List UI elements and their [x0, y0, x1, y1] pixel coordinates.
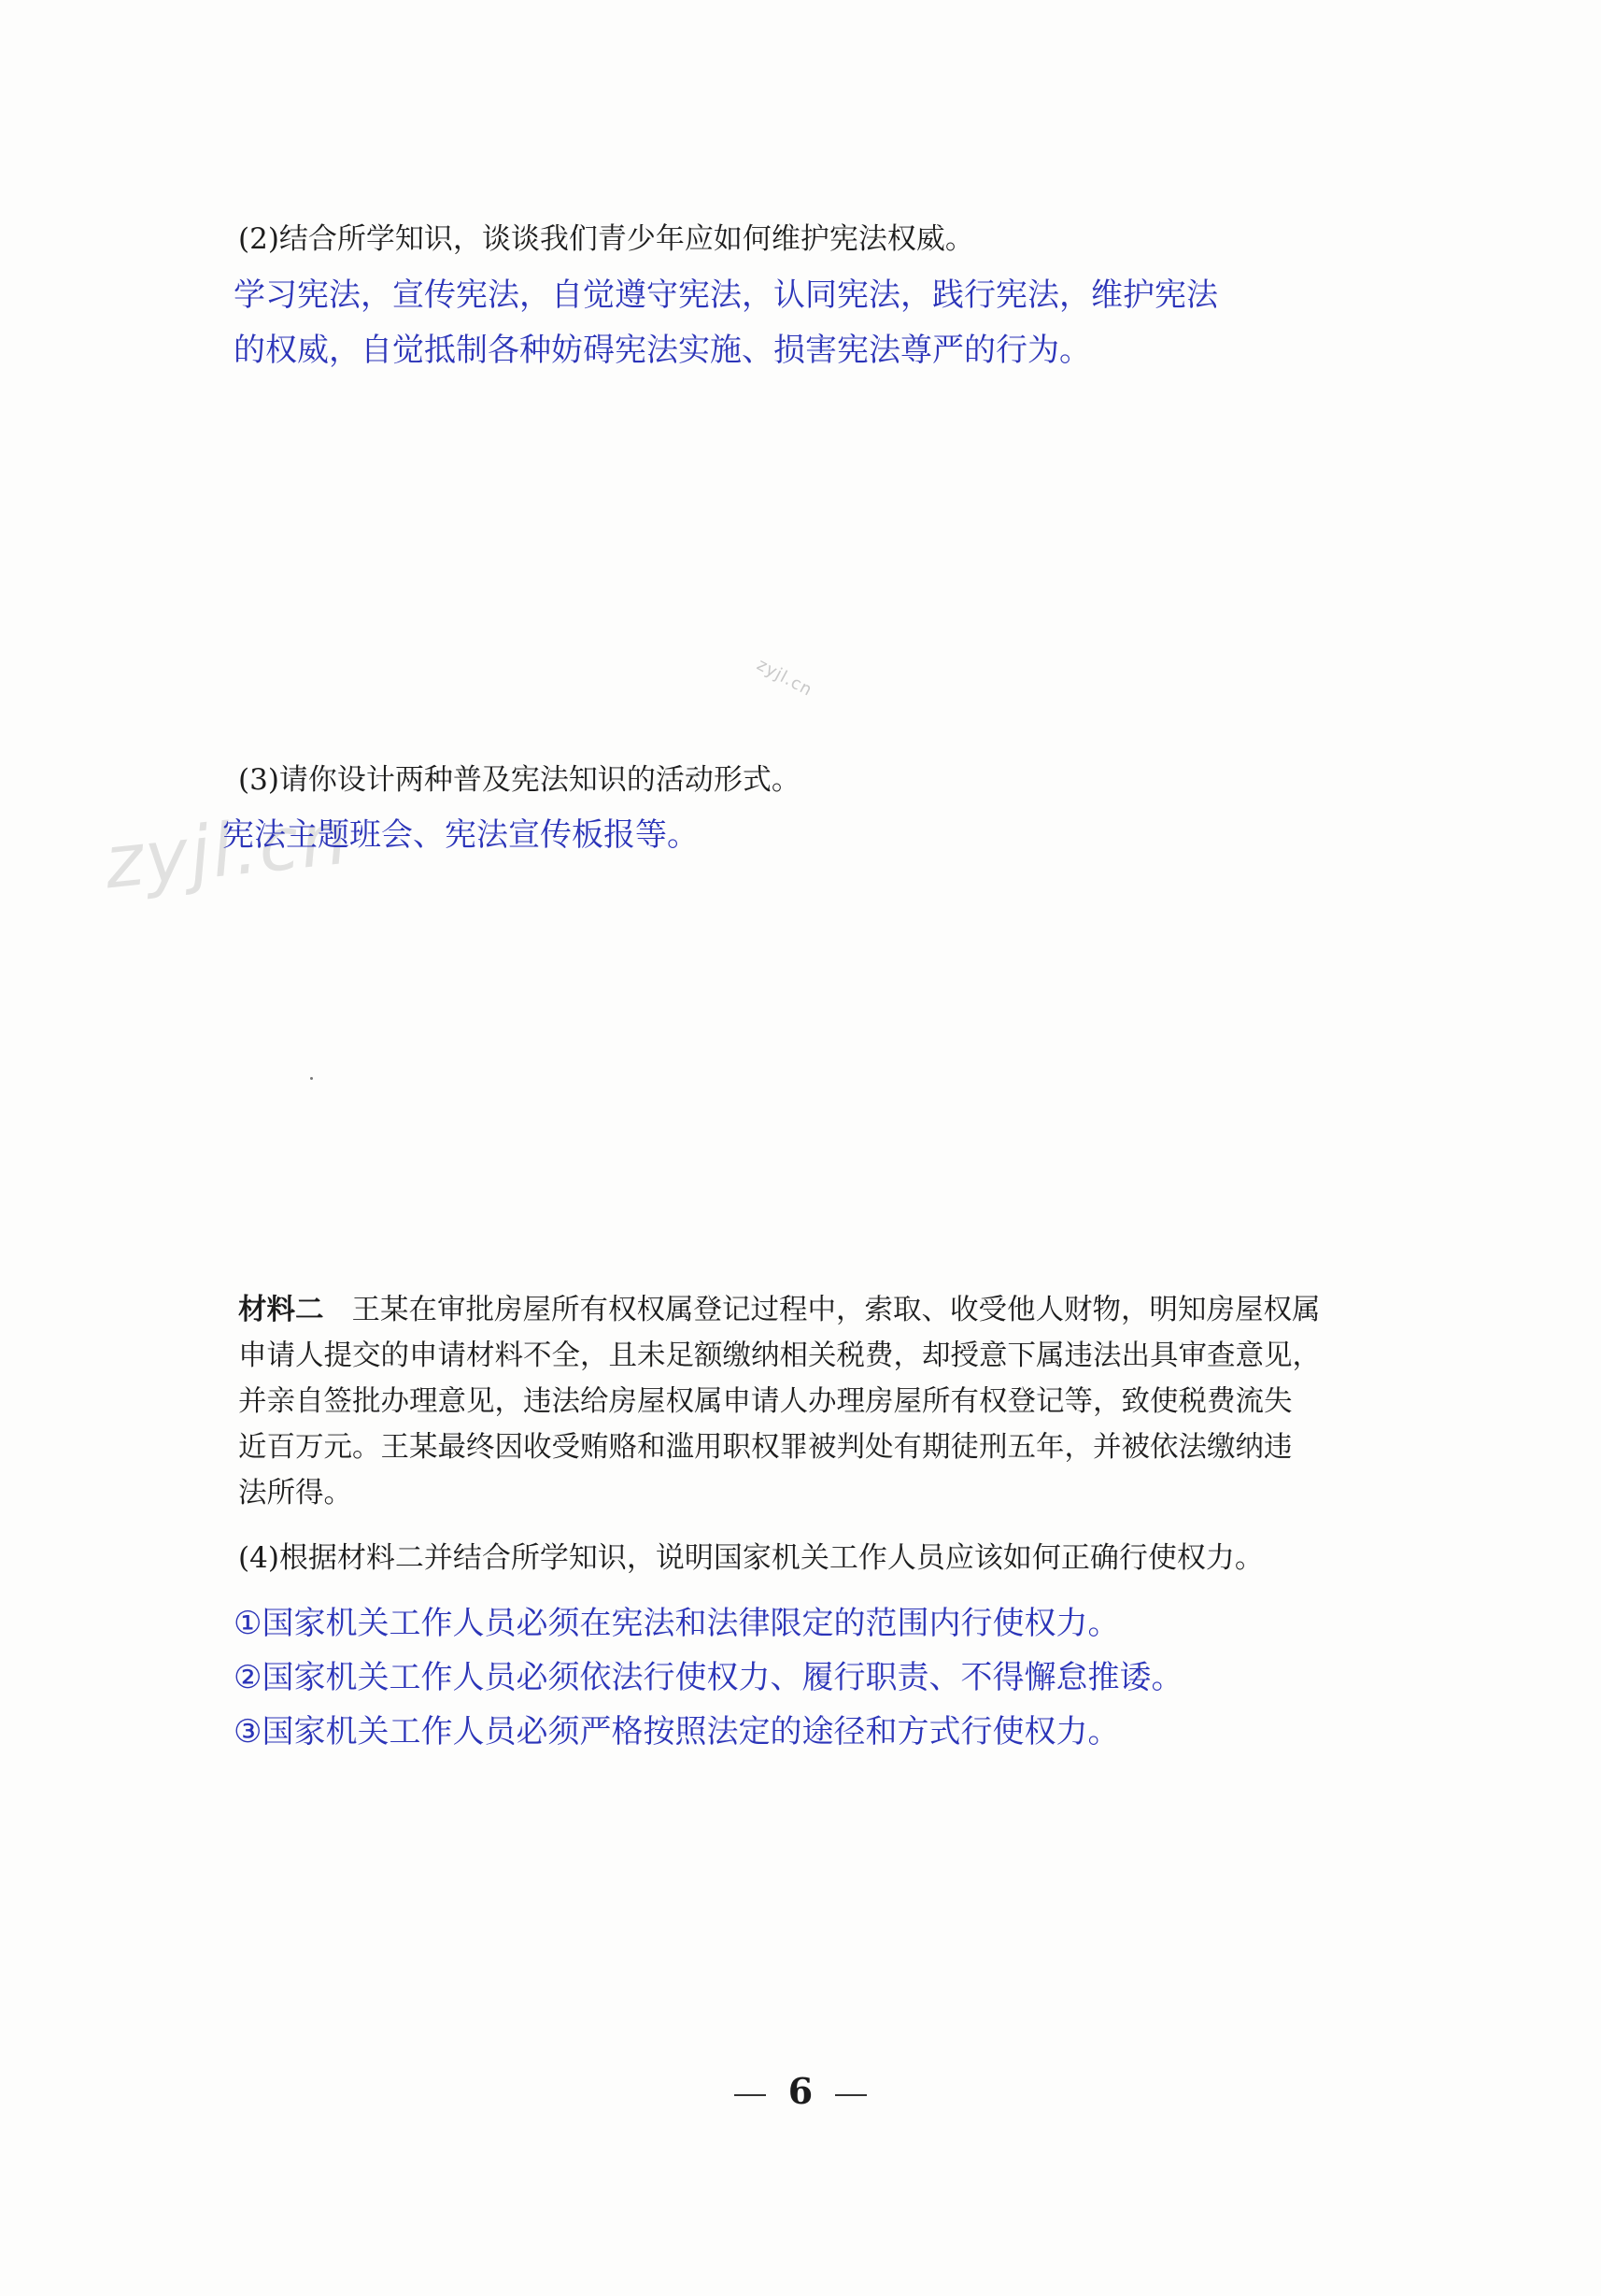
dash-right — [835, 2094, 867, 2096]
question-3-answer: 宪法主题班会、宪法宣传板报等。 — [222, 816, 699, 854]
material-2-line-1: 材料二 王某在审批房屋所有权权属登记过程中，索取、收受他人财物，明知房屋权属 — [238, 1294, 1321, 1326]
watermark-small: zyjl.cn — [753, 655, 816, 701]
question-4-answer-line-2: ②国家机关工作人员必须依法行使权力、履行职责、不得懈怠推诿。 — [234, 1659, 1183, 1696]
question-3-prompt: (3)请你设计两种普及宪法知识的活动形式。 — [238, 763, 800, 797]
material-2-label: 材料二 — [238, 1294, 324, 1326]
material-2-line-2: 申请人提交的申请材料不全，且未足额缴纳相关税费，却授意下属违法出具审查意见， — [238, 1339, 1321, 1372]
page-number — [0, 2070, 1601, 2112]
scan-speck — [310, 1077, 313, 1080]
page-number-value: 6 — [787, 2070, 814, 2112]
question-4-prompt: (4)根据材料二并结合所学知识，说明国家机关工作人员应该如何正确行使权力。 — [238, 1541, 1264, 1575]
question-4-answer-line-3: ③国家机关工作人员必须严格按照法定的途径和方式行使权力。 — [234, 1713, 1120, 1750]
watermark-large: zyjl.cn — [101, 796, 353, 906]
material-2-line-3: 并亲自签批办理意见，违法给房屋权属申请人办理房屋所有权登记等，致使税费流失 — [238, 1385, 1293, 1418]
material-2-line-5: 法所得。 — [238, 1477, 352, 1509]
question-2-answer-line-1: 学习宪法，宣传宪法，自觉遵守宪法，认同宪法，践行宪法，维护宪法 — [234, 276, 1218, 314]
material-2-passage — [238, 1287, 1434, 1516]
material-2-line-4: 近百万元。王某最终因收受贿赂和滥用职权罪被判处有期徒刑五年，并被依法缴纳违 — [238, 1431, 1293, 1464]
question-2-prompt: (2)结合所学知识，谈谈我们青少年应如何维护宪法权威。 — [238, 222, 974, 256]
question-4-answer-line-1: ①国家机关工作人员必须在宪法和法律限定的范围内行使权力。 — [234, 1605, 1120, 1642]
question-2-answer-line-2: 的权威，自觉抵制各种妨碍宪法实施、损害宪法尊严的行为。 — [234, 332, 1091, 369]
dash-left — [734, 2094, 766, 2096]
